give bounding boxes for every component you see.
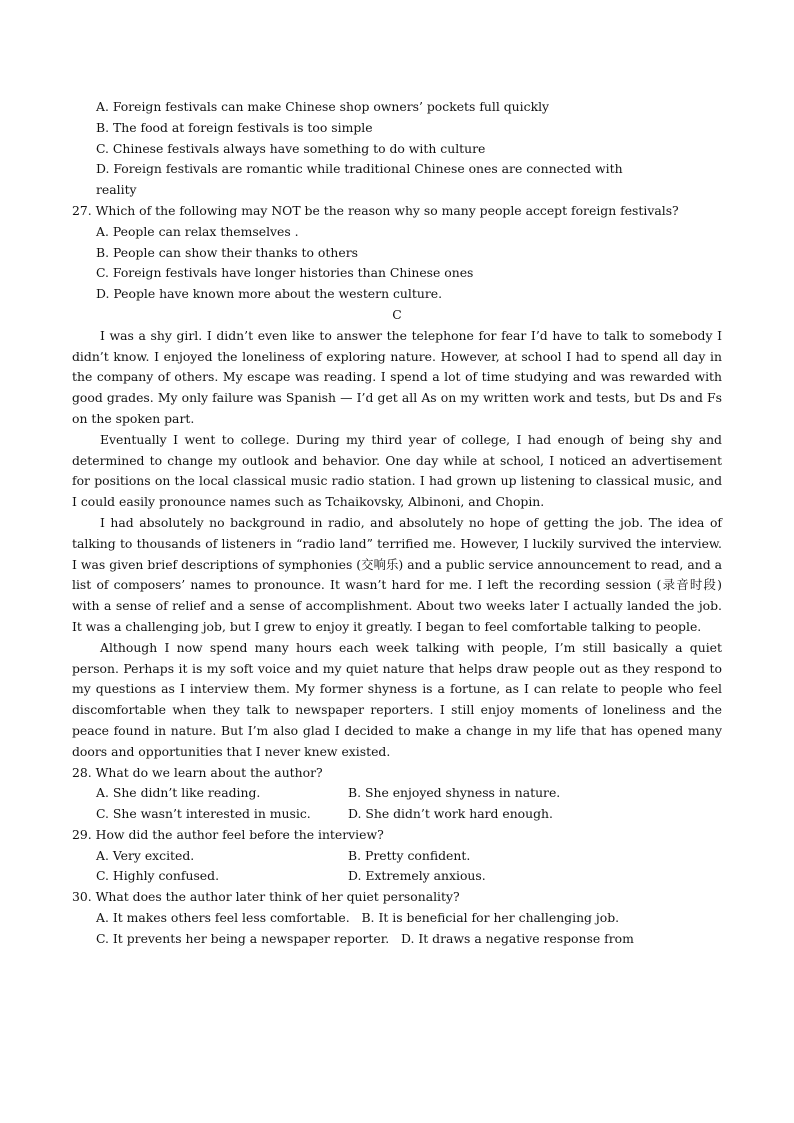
q27-question: 27. Which of the following may NOT be the reason why so many people accept foreign festivals? xyxy=(72,202,679,218)
q29-question: 29. How did the author feel before the interview? xyxy=(72,826,384,842)
q30-question: 30. What does the author later think of her quiet personality? xyxy=(72,889,460,905)
q29-option-d: D. Extremely anxious. xyxy=(348,868,486,884)
q28-option-d: D. She didn’t work hard enough. xyxy=(348,806,553,822)
q28-option-c: C. She wasn’t interested in music. xyxy=(96,806,311,822)
q28-options-row-2 xyxy=(72,804,722,825)
q28-option-a: A. She didn’t like reading. xyxy=(96,785,261,801)
passage-paragraph-3: I had absolutely no background in radio, and absolutely no hope of getting the job. The idea of talking to thousands of listeners in “radio land” terrified me. However, I luckily survived the interview. I was given brief descriptions of symphonies (交响乐) and a public service announcement to read, and a list of composers’ names to pronounce. It wasn’t hard for me. I left the recording session (录音时段) with a sense of relief and a sense of accomplishment. About two weeks later I actually landed the job. It was a challenging job, but I grew to enjoy it greatly. I began to feel comfortable talking to people. xyxy=(72,514,722,634)
q29-option-b: B. Pretty confident. xyxy=(348,847,471,863)
q27-option-a: A. People can relax themselves . xyxy=(96,223,299,239)
q26-option-b: B. The food at foreign festivals is too simple xyxy=(96,119,373,135)
q29-option-c: C. Highly confused. xyxy=(96,868,220,884)
section-label: C xyxy=(392,306,402,322)
q29-options-row-2 xyxy=(72,866,722,887)
exam-page xyxy=(72,97,722,950)
passage-paragraph-4: Although I now spend many hours each week talking with people, I’m still basically a quiet person. Perhaps it is my soft voice and my quiet nature that helps draw people out as they respond to my questions as I interview them. My former shyness is a fortune, as I can relate to people who feel discomfortable when they talk to newspaper reporters. I still enjoy moments of loneliness and the peace found in nature. But I’m also glad I decided to make a change in my life that has opened many doors and opportunities that I never knew existed. xyxy=(72,639,722,759)
passage-paragraph-2: Eventually I went to college. During my third year of college, I had enough of being shy and determined to change my outlook and behavior. One day while at school, I noticed an advertisement for positions on the local classical music radio station. I had grown up listening to classical music, and I could easily pronounce names such as Tchaikovsky, Albinoni, and Chopin. xyxy=(72,431,722,510)
q26-option-a: A. Foreign festivals can make Chinese shop owners’ pockets full quickly xyxy=(96,99,550,114)
q30-options-ab: A. It makes others feel less comfortable. B. It is beneficial for her challenging job. xyxy=(96,910,620,926)
q29-options-row-1 xyxy=(72,846,722,867)
q30-options-cd: C. It prevents her being a newspaper reporter. D. It draws a negative response from xyxy=(96,930,634,946)
passage-paragraph-1: I was a shy girl. I didn’t even like to answer the telephone for fear I’d have to talk to somebody I didn’t know. I enjoyed the loneliness of exploring nature. However, at school I had to spend all day in the company of others. My escape was reading. I spend a lot of time studying and was rewarded with good grades. My only failure was Spanish — I’d get all As on my written work and tests, but Ds and Fs on the spoken part. xyxy=(72,327,722,426)
q26-option-d-continued: reality xyxy=(96,182,137,198)
q28-option-b: B. She enjoyed shyness in nature. xyxy=(348,785,561,801)
q26-option-d: D. Foreign festivals are romantic while traditional Chinese ones are connected with xyxy=(96,161,623,177)
q29-option-a: A. Very excited. xyxy=(96,847,195,863)
q26-option-c: C. Chinese festivals always have something to do with culture xyxy=(96,140,486,156)
q27-option-b: B. People can show their thanks to others xyxy=(96,244,358,260)
q28-question: 28. What do we learn about the author? xyxy=(72,764,323,780)
q27-option-c: C. Foreign festivals have longer histories than Chinese ones xyxy=(96,265,474,281)
q28-options-row-1 xyxy=(72,783,722,804)
q27-option-d: D. People have known more about the western culture. xyxy=(96,286,443,302)
